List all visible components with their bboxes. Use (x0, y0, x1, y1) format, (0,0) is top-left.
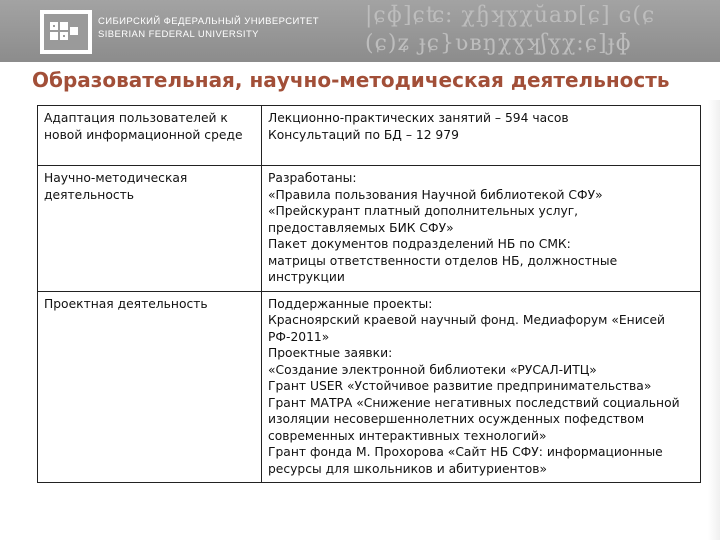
cell-text: «Создание электронной библиотеки «РУСАЛ-ИТЦ» (268, 362, 597, 377)
university-name (98, 15, 319, 41)
cell-text: Адаптация пользователей к (44, 111, 228, 125)
row-content-cell (262, 106, 701, 166)
page-title: Образовательная, научно-методическая деятельность (32, 68, 670, 92)
cell-text: «Правила пользования Научной библиотекой СФУ» (268, 187, 603, 202)
cell-text: деятельность (44, 187, 135, 202)
header-banner (0, 0, 720, 62)
slide-edge-shadow (708, 100, 720, 540)
table-row (38, 166, 701, 292)
row-label-cell (38, 106, 262, 166)
cell-text: «Прейскурант платный дополнительных услуг, предоставляемых БИК СФУ» (268, 204, 579, 235)
cell-text: Пакет документов подразделений НБ по СМК: (268, 237, 571, 251)
cell-text: Научно-методическая (44, 171, 188, 185)
table-row (38, 291, 701, 483)
cell-text: Грант фонда М. Прохорова «Сайт НБ СФУ: информационные ресурсы для школьников и абитуриентов» (268, 445, 663, 476)
cell-text: новой информационной среде (44, 127, 243, 142)
cell-text: Грант МАТРА «Снижение негативных последствий социальной изоляции несовершеннолетних осужденных пофедством современных интерактивных технологий» (268, 395, 680, 443)
university-name-ru: СИБИРСКИЙ ФЕДЕРАЛЬНЫЙ УНИВЕРСИТЕТ (98, 16, 319, 27)
row-label-cell (38, 291, 262, 483)
decorative-line-2: (ɕ)ʑ ɟɕ}ʋʙŋχɣʞʃɣχ:ɕ]ɟɸ (365, 31, 632, 56)
cell-text: матрицы ответственности отделов НБ, должностные инструкции (268, 253, 618, 284)
cell-text: Поддержанные проекты: (268, 296, 433, 311)
cell-text: Проектные заявки: (268, 346, 393, 360)
cell-text: Лекционно-практических занятий – 594 часов (268, 111, 569, 125)
university-logo-icon (40, 10, 92, 54)
row-content-cell (262, 291, 701, 483)
activity-table (37, 105, 701, 483)
decorative-glyph-pattern (365, 2, 720, 62)
cell-text: Консультаций по БД – 12 979 (268, 127, 459, 142)
table-row (38, 106, 701, 166)
university-name-en: SIBERIAN FEDERAL UNIVERSITY (98, 29, 259, 40)
cell-text: Красноярский краевой научный фонд. Медиафорум «Енисей РФ-2011» (268, 313, 666, 344)
row-content-cell (262, 166, 701, 292)
cell-text: Грант USER «Устойчивое развитие предпринимательства» (268, 379, 652, 393)
row-label-cell (38, 166, 262, 292)
cell-text: Разработаны: (268, 171, 357, 185)
decorative-line-1: |ɕɸ]ɕʨ: χɧʞɣχŭaɒ[ɕ] ɢ(ɕ (365, 3, 656, 28)
cell-text: Проектная деятельность (44, 296, 208, 311)
